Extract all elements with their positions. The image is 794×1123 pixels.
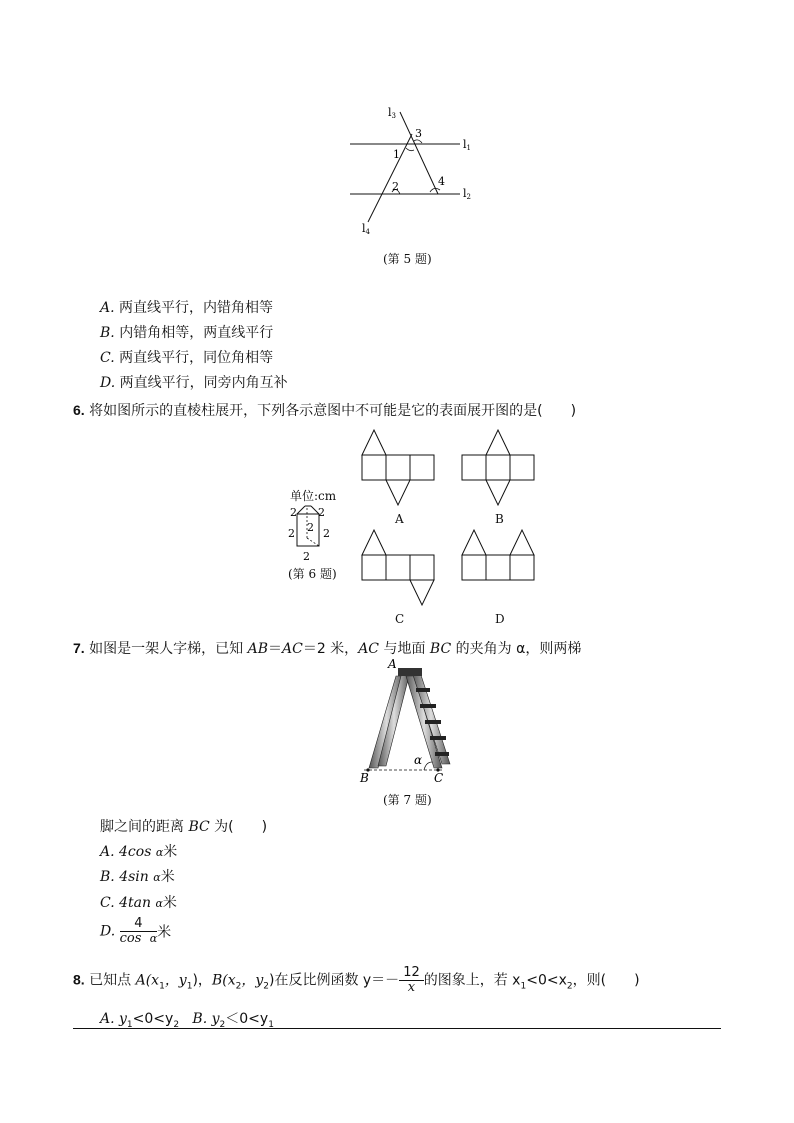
q8-option-b[interactable]: B. $y_2<0<y_1$ — [192, 1011, 274, 1030]
l1-label: l1 — [463, 138, 471, 152]
bottom-rule — [73, 1028, 721, 1029]
q7-option-d[interactable]: D. $\frac{4}{\text{cos α}}$ 米 — [100, 916, 172, 946]
svg-text:2: 2 — [307, 521, 314, 534]
q5-caption: (第 5 题) — [383, 252, 432, 266]
l2-label: l2 — [463, 187, 471, 201]
q8-fraction: $\frac{12}{x}$ — [399, 966, 424, 995]
q6-label-b: B — [495, 512, 504, 526]
q7-option-b[interactable]: B. 4sin α米 — [100, 869, 175, 885]
q7-ladder-figure — [352, 658, 452, 786]
q6-prism-figure — [283, 502, 343, 564]
angle-3-label: 3 — [415, 127, 422, 140]
ladder-label-a: A — [388, 658, 397, 671]
svg-text:2: 2 — [303, 550, 310, 563]
q7-option-a[interactable]: A. 4cos α米 — [100, 844, 178, 860]
ladder-label-c: C — [434, 771, 444, 785]
q8-options — [100, 1008, 274, 1030]
q6-stem — [73, 400, 576, 420]
q6-unit: 单位:cm — [290, 489, 337, 503]
q5-option-a[interactable]: A. 两直线平行，内错角相等 — [100, 300, 274, 316]
q7-option-d-fraction: $\frac{4}{\text{cos α}}$ — [119, 916, 158, 946]
q6-net-b[interactable] — [460, 427, 540, 509]
l4-label: l4 — [362, 222, 370, 236]
q8-option-a[interactable]: A. $y_1<0<y_2$ — [100, 1011, 180, 1030]
q6-net-a[interactable] — [360, 427, 440, 509]
q6-net-c[interactable] — [360, 527, 440, 609]
q6-caption: (第 6 题) — [288, 567, 337, 581]
q5-option-b[interactable]: B. 内错角相等，两直线平行 — [100, 325, 274, 341]
q7-option-c[interactable]: C. 4tan α米 — [100, 895, 177, 911]
svg-text:2: 2 — [290, 506, 297, 519]
q7-number: 7. — [73, 640, 85, 656]
svg-text:2: 2 — [323, 527, 330, 540]
q7-caption: (第 7 题) — [383, 793, 432, 807]
q5-option-c[interactable]: C. 两直线平行，同位角相等 — [100, 350, 274, 366]
q6-label-d: D — [495, 612, 505, 626]
ladder-label-b: B — [360, 771, 369, 785]
angle-2-label: 2 — [392, 180, 399, 193]
angle-4-label: 4 — [438, 175, 445, 188]
svg-text:2: 2 — [318, 506, 325, 519]
q8-number: 8. — [73, 971, 85, 988]
q6-label-c: C — [395, 612, 405, 626]
q7-continuation: 脚之间的距离 BC 为( ) — [100, 819, 268, 835]
l3-label: l3 — [388, 106, 396, 120]
q5-figure — [340, 100, 490, 240]
angle-1-label: 1 — [393, 148, 400, 161]
q8-stem: 8. 已知点 $A(x_1$，$y_1$)，$B(x_2$，$y_2$)在反比例函数 y＝－ $\frac{12}{x}$ 的图象上，若 $x_1<0<x_2$，则( ) — [73, 965, 640, 995]
q6-number: 6. — [73, 402, 85, 418]
svg-text:2: 2 — [288, 527, 295, 540]
q6-label-a: A — [395, 512, 404, 526]
q6-text: 将如图所示的直棱柱展开，下列各示意图中不可能是它的表面展开图的是( ) — [89, 403, 577, 419]
ladder-label-alpha: α — [414, 753, 423, 767]
q7-stem: 7. 如图是一架人字梯，已知 AB＝AC＝2 米，AC 与地面 BC 的夹角为 α，则两梯 — [73, 640, 582, 657]
q5-option-d[interactable]: D. 两直线平行，同旁内角互补 — [100, 375, 288, 391]
q6-net-d[interactable] — [460, 527, 540, 609]
